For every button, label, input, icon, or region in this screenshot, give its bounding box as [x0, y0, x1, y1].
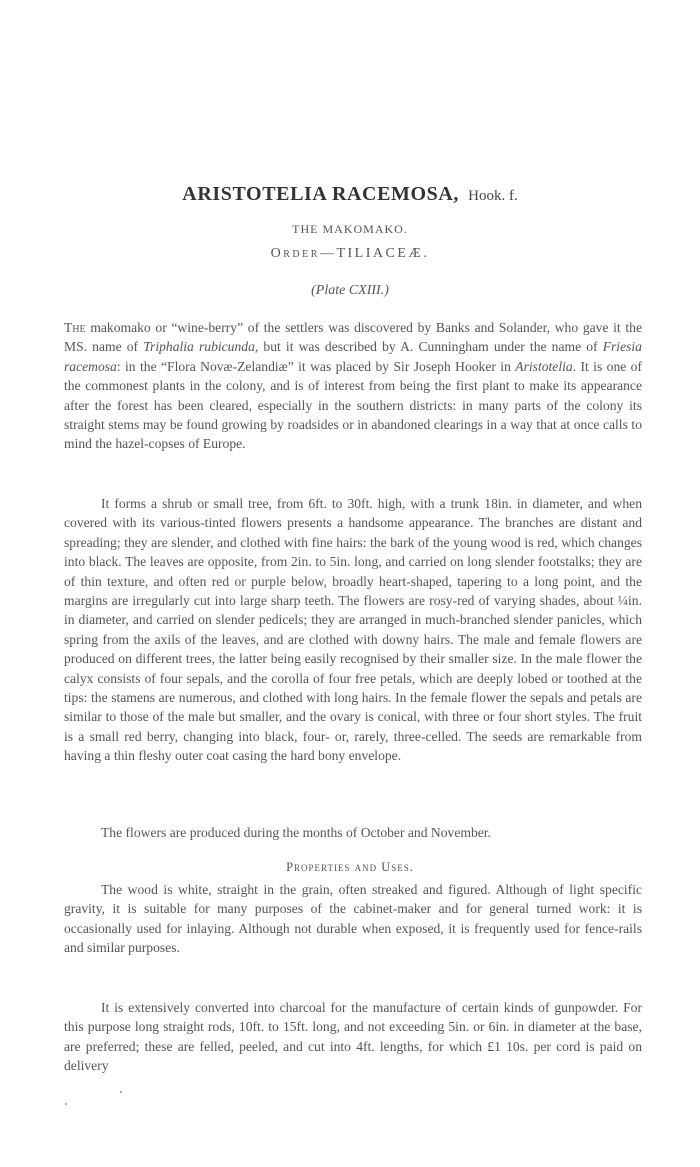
- flowering-paragraph: [64, 823, 642, 842]
- taxon-name-friesia: Friesia racemosa: [64, 339, 642, 374]
- paper-speck: [65, 1103, 67, 1105]
- order-line: [0, 246, 700, 262]
- taxon-name-triphalia: Triphalia rubicunda: [143, 339, 255, 355]
- paper-speck: [120, 1091, 122, 1093]
- intro-text-2: , but it was described by A. Cunningham under the name of: [254, 339, 603, 355]
- wood-paragraph: [64, 880, 642, 958]
- order-dash: —: [319, 246, 337, 261]
- charcoal-paragraph: [64, 998, 642, 1076]
- taxon-name-aristotelia: Aristotelia: [515, 358, 573, 374]
- common-name: THE MAKOMAKO.: [292, 222, 408, 236]
- intro-text-4: . It is one of the commonest plants in the colony, and is of interest from being the first plant to make its appearance after the forest has been cleared, especially in the southern districts: in many parts of the colony its straight stems may be found growing by roadsides or in abandoned clearings in a way that at once calls to mind the hazel-copses of Europe.: [64, 358, 642, 452]
- species-author: Hook. f.: [468, 188, 518, 204]
- species-name: ARISTOTELIA RACEMOSA,: [182, 183, 460, 205]
- order-label: Order: [270, 246, 320, 261]
- order-name: TILIACEÆ.: [336, 246, 430, 261]
- intro-text-3: : in the “Flora Novæ-Zelandiæ” it was placed by Sir Joseph Hooker in: [116, 358, 516, 374]
- charcoal-text: It is extensively converted into charcoal for the manufacture of certain kinds of gunpowder. For this purpose long straight rods, 10ft. to 15ft. long, and not exceeding 5in. or 6in. in diameter at the base, are preferred; these are felled, peeled, and cut into 4ft. lengths, for which £1 10s. per cord is paid on delivery: [64, 1000, 642, 1074]
- flowering-text: The flowers are produced during the months of October and November.: [101, 825, 491, 840]
- description-text: It forms a shrub or small tree, from 6ft. to 30ft. high, with a trunk 18in. in diameter, and when covered with its various-tinted flowers presents a handsome appearance. The branches are distant and spreading; they are slender, and clothed with fine hairs: the bark of the young wood is red, which changes into black. The leaves are opposite, from 2in. to 5in. long, and carried on long slender footstalks; they are of thin texture, and often red or purple below, broadly heart-shaped, tapering to a long point, and the margins are irregularly cut into large sharp teeth. The flowers are rosy-red of varying shades, about ¼in. in diameter, and carried on slender pedicels; they are arranged in much-branched slender panicles, which spring from the axils of the leaves, and are clothed with downy hairs. The male and female flowers are produced on different trees, the latter being easily recognised by their smaller size. In the male flower the calyx consists of four sepals, and the corolla of four free petals, which are deeply lobed or toothed at the tips: the stamens are numerous, and clothed with long hairs. In the female flower the sepals and petals are similar to those of the male but smaller, and the ovary is conical, with three or four short styles. The fruit is a small red berry, changing into black, four- or, rarely, three-celled. The seeds are remarkable from having a thin fleshy outer coat casing the hard bony envelope.: [64, 496, 642, 764]
- intro-paragraph: [64, 318, 642, 454]
- intro-lead-word: The: [64, 320, 86, 335]
- plate-reference: (Plate CXIII.): [311, 283, 389, 298]
- section-heading: Properties and Uses.: [286, 860, 414, 874]
- wood-text: The wood is white, straight in the grain, often streaked and figured. Although of light specific gravity, it is suitable for many purposes of the cabinet-maker and for general turned work: it is occasionally used for inlaying. Although not durable when exposed, it is frequently used for fence-rails and similar purposes.: [64, 882, 642, 956]
- description-paragraph: [64, 494, 642, 766]
- species-title: [0, 183, 700, 207]
- intro-text-1: makomako or “wine-berry” of the settlers was discovered by Banks and Solander, who gave it the MS. name of: [64, 320, 642, 355]
